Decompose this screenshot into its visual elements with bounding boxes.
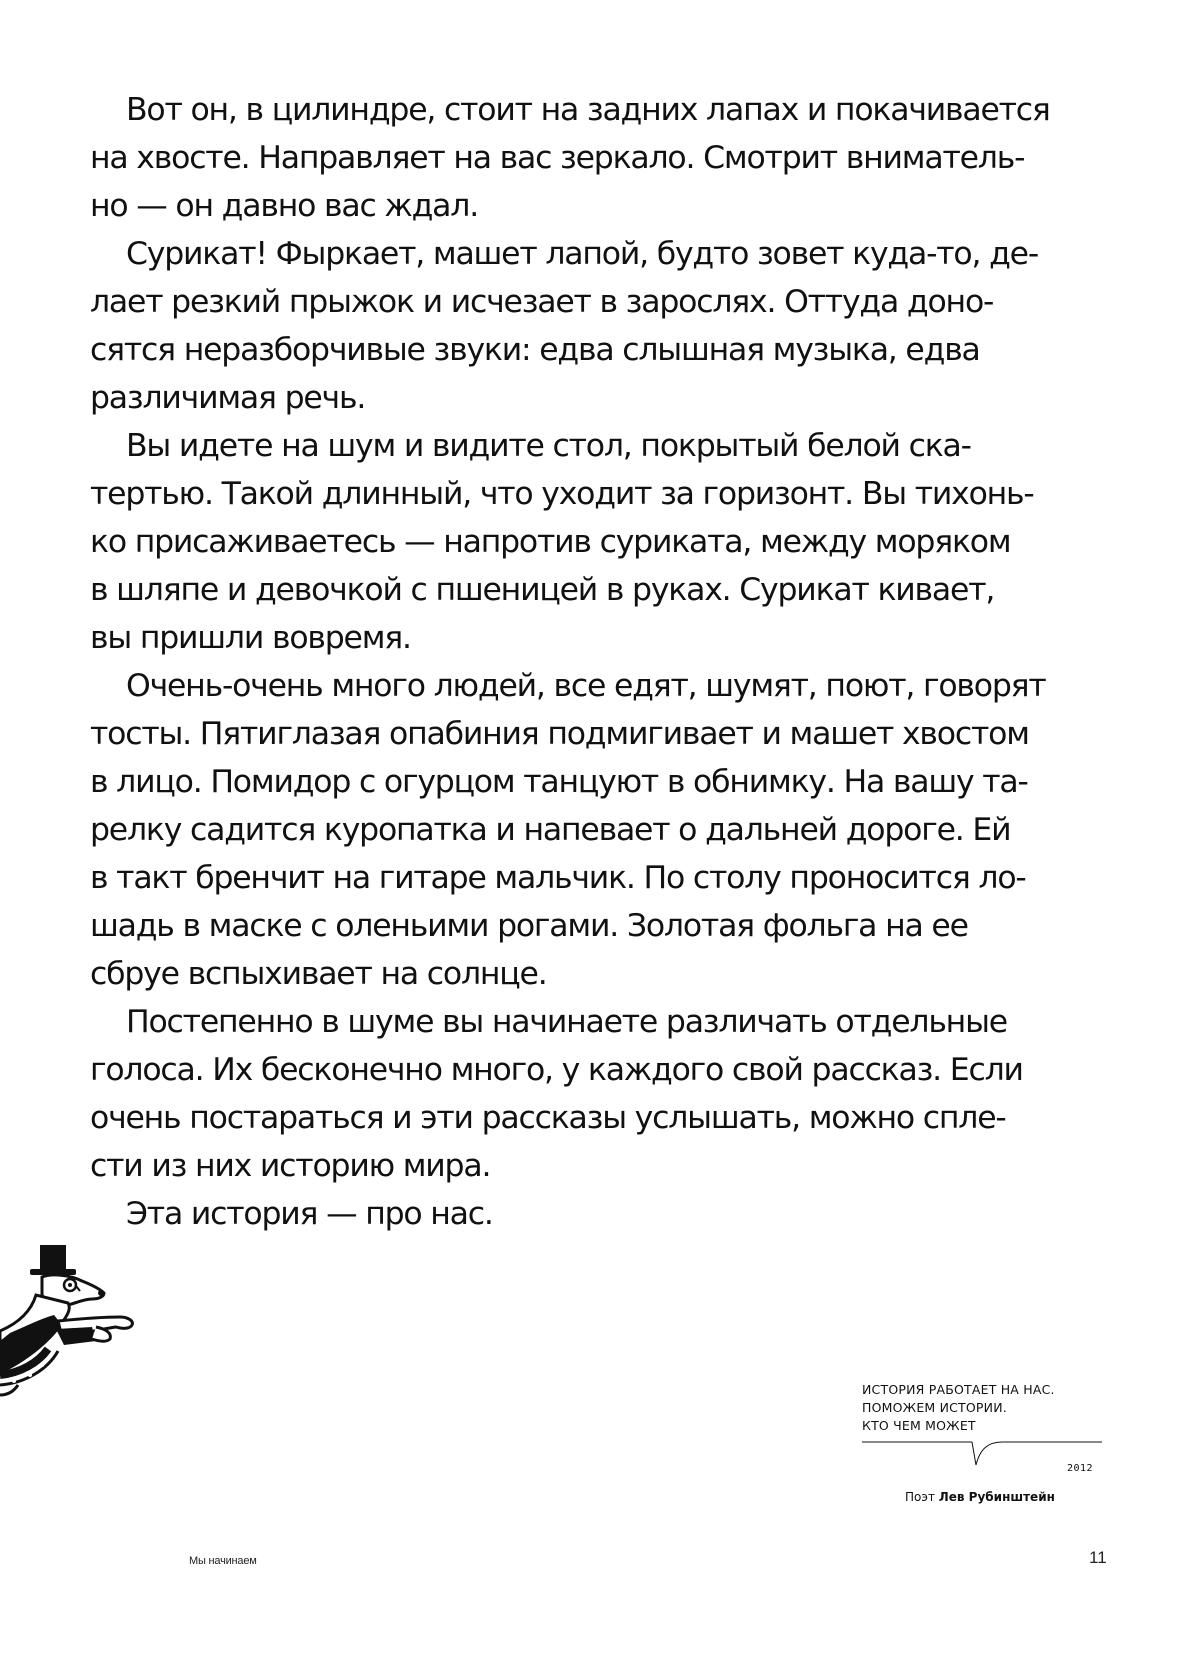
text-line: Эта история — про нас. bbox=[126, 1196, 493, 1232]
text-line: Очень-очень много людей, все едят, шумят, поют, говорят bbox=[126, 668, 1046, 704]
text-line: ко присаживаетесь — напротив суриката, между моряком bbox=[90, 524, 1011, 560]
paragraph bbox=[90, 662, 1100, 998]
paragraph bbox=[90, 998, 1100, 1190]
text-line: но — он давно вас ждал. bbox=[90, 188, 479, 224]
text-line: в шляпе и девочкой с пшеницей в руках. Сурикат кивает, bbox=[90, 572, 995, 608]
quote-text bbox=[862, 1381, 1112, 1435]
text-line: Постепенно в шуме вы начинаете различать отдельные bbox=[126, 1004, 1007, 1040]
quote-divider bbox=[862, 1441, 1102, 1471]
quote-year: 2012 bbox=[1067, 1463, 1094, 1474]
text-line: релку садится куропатка и напевает о дальней дороге. Ей bbox=[90, 812, 1011, 848]
text-line: голоса. Их бесконечно много, у каждого свой рассказ. Если bbox=[90, 1052, 1023, 1088]
quote-author bbox=[905, 1490, 1055, 1504]
text-line: различимая речь. bbox=[90, 380, 366, 416]
text-line: Вот он, в цилиндре, стоит на задних лапах и покачивается bbox=[126, 92, 1050, 128]
author-name: Лев Рубинштейн bbox=[938, 1490, 1055, 1504]
running-footer-section: Мы начинаем bbox=[189, 1555, 257, 1567]
paragraph bbox=[90, 230, 1100, 422]
text-line: шадь в маске с оленьими рогами. Золотая фольга на ее bbox=[90, 908, 968, 944]
paragraph bbox=[90, 1190, 1100, 1238]
text-line: в лицо. Помидор с огурцом танцуют в обнимку. На вашу та- bbox=[90, 764, 1028, 800]
epigraph-quote bbox=[862, 1381, 1112, 1504]
paragraph bbox=[90, 422, 1100, 662]
text-line: в такт бренчит на гитаре мальчик. По столу проносится ло- bbox=[90, 860, 1026, 896]
text-line: сбруе вспыхивает на солнце. bbox=[90, 956, 547, 992]
text-line: сятся неразборчивые звуки: едва слышная музыка, едва bbox=[90, 332, 980, 368]
quote-line: ИСТОРИЯ РАБОТАЕТ НА НАС. bbox=[862, 1382, 1055, 1397]
meerkat-top-hat-icon bbox=[0, 1245, 140, 1415]
page-number: 11 bbox=[1089, 1548, 1107, 1567]
quote-line: КТО ЧЕМ МОЖЕТ bbox=[862, 1418, 976, 1433]
text-line: тертью. Такой длинный, что уходит за горизонт. Вы тихонь- bbox=[90, 476, 1034, 512]
text-line: очень постараться и эти рассказы услышать, можно спле- bbox=[90, 1100, 1006, 1136]
text-line: тосты. Пятиглазая опабиния подмигивает и машет хвостом bbox=[90, 716, 1029, 752]
text-line: Сурикат! Фыркает, машет лапой, будто зовет куда-то, де- bbox=[126, 236, 1039, 272]
text-line: Вы идете на шум и видите стол, покрытый белой ска- bbox=[126, 428, 971, 464]
text-line: лает резкий прыжок и исчезает в зарослях. Оттуда доно- bbox=[90, 284, 994, 320]
paragraph bbox=[90, 86, 1100, 230]
text-line: на хвосте. Направляет на вас зеркало. Смотрит вниматель- bbox=[90, 140, 1025, 176]
quote-line: ПОМОЖЕМ ИСТОРИИ. bbox=[862, 1400, 1007, 1415]
text-line: сти из них историю мира. bbox=[90, 1148, 491, 1184]
main-text bbox=[90, 86, 1100, 1238]
text-line: вы пришли вовремя. bbox=[90, 620, 411, 656]
author-role: Поэт bbox=[905, 1490, 935, 1504]
